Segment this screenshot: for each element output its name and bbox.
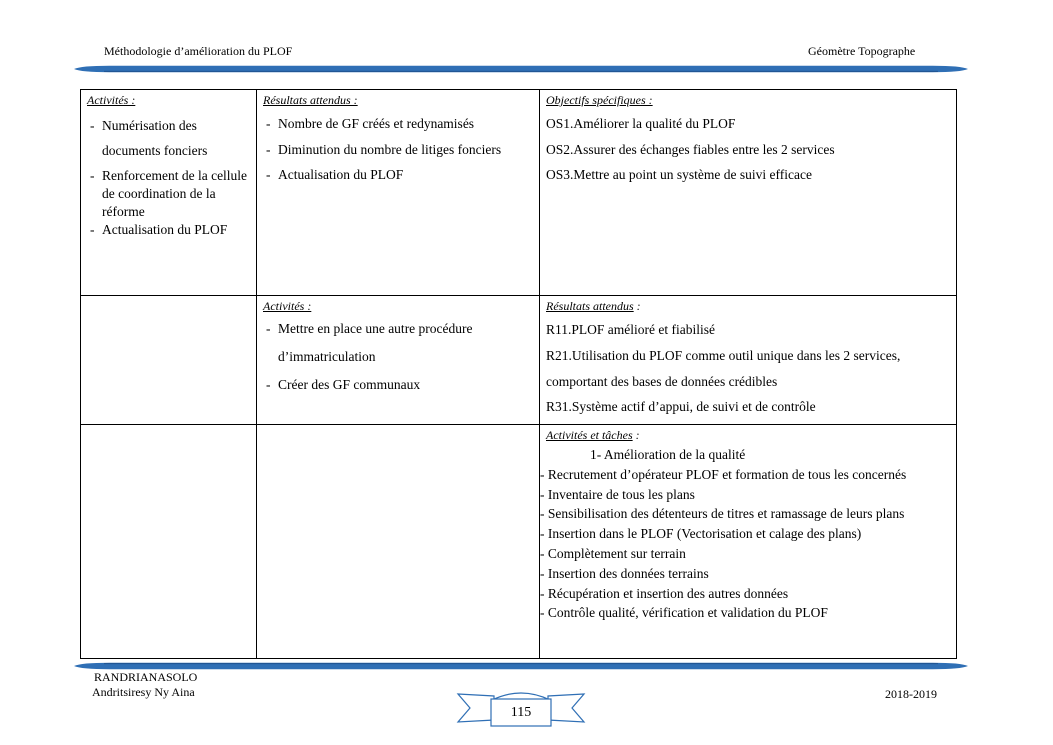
activities-heading-2: Activités : (263, 299, 312, 313)
heading-colon: : (633, 299, 641, 313)
task-item: - Insertion dans le PLOF (Vectorisation et calage des plans) (540, 526, 862, 542)
cell-activities (81, 90, 257, 296)
result-item: comportant des bases de données crédibles (546, 373, 778, 389)
list-item: - Créer des GF communaux (263, 371, 533, 399)
task-item: - Récupération et insertion des autres données (540, 585, 789, 601)
cell-expected-results-2 (540, 296, 957, 425)
cell-activities-tasks (540, 425, 957, 659)
empty-cell (81, 425, 257, 659)
results-heading: Résultats attendus : (263, 93, 358, 107)
result-item: R31.Système actif d’appui, de suivi et de contrôle (546, 399, 816, 415)
list-item: - Nombre de GF créés et redynamisés (263, 111, 533, 137)
result-item: R11.PLOF amélioré et fiabilisé (546, 322, 715, 337)
task-item: - Recrutement d’opérateur PLOF et formation de tous les concernés (540, 466, 907, 482)
header-right-title: Géomètre Topographe (808, 44, 916, 58)
page-number: 115 (510, 705, 532, 720)
task-item: - Complètement sur terrain (540, 545, 686, 561)
author-line-1: RANDRIANASOLO (94, 670, 198, 684)
table-row (81, 296, 957, 425)
list-item: - Actualisation du PLOF (87, 221, 250, 239)
cell-activities-2 (257, 296, 540, 425)
heading-colon: : (632, 428, 640, 442)
header-divider (74, 65, 968, 73)
cell-expected-results (257, 90, 540, 296)
empty-cell (257, 425, 540, 659)
cell-specific-objectives (540, 90, 957, 296)
academic-year: 2018-2019 (885, 687, 937, 701)
tasks-heading: Activités et tâches (546, 428, 633, 442)
objectives-heading: Objectifs spécifiques : (546, 93, 653, 107)
objective-item: OS3.Mettre au point un système de suivi efficace (546, 167, 812, 182)
empty-cell (81, 296, 257, 425)
table-row (81, 90, 957, 296)
objective-item: OS1.Améliorer la qualité du PLOF (546, 116, 736, 131)
header-left-title: Méthodologie d’amélioration du PLOF (104, 44, 293, 58)
results-heading-2: Résultats attendus (546, 299, 634, 313)
objective-item: OS2.Assurer des échanges fiables entre les 2 services (546, 141, 835, 157)
task-item: - Contrôle qualité, vérification et validation du PLOF (540, 605, 828, 621)
list-item: - Diminution du nombre de litiges fonciers (263, 137, 533, 163)
result-item: R21.Utilisation du PLOF comme outil unique dans les 2 services, (546, 347, 901, 363)
planning-table (80, 89, 957, 659)
task-section-title: 1- Amélioration de la qualité (590, 447, 746, 462)
task-item: - Insertion des données terrains (540, 565, 709, 581)
table-row (81, 425, 957, 659)
list-item: - Numérisation des documents fonciers (87, 113, 250, 163)
footer-divider (74, 662, 968, 670)
task-item: - Inventaire de tous les plans (540, 486, 695, 502)
list-item: - Renforcement de la cellule de coordination de la réforme (87, 167, 250, 221)
list-item: - Actualisation du PLOF (263, 162, 533, 188)
activities-heading: Activités : (87, 93, 136, 107)
list-item: - Mettre en place une autre procédure d’immatriculation (263, 315, 533, 371)
author-name (92, 670, 197, 700)
author-line-2: Andritsiresy Ny Aina (92, 685, 195, 699)
task-item: - Sensibilisation des détenteurs de titres et ramassage de leurs plans (540, 506, 905, 522)
